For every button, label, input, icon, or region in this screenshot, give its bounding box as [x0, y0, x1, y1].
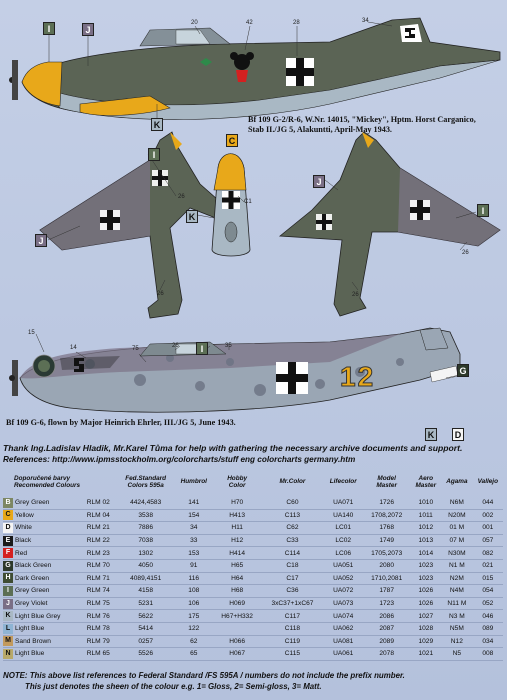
- cell-aero: 1028: [410, 622, 441, 635]
- colour-swatch-cell: [3, 585, 13, 598]
- plane-top-view-right: [280, 132, 500, 316]
- cell-model: 1705,2073: [363, 547, 411, 560]
- colour-swatch: B: [3, 498, 13, 508]
- cell-aero: 1014: [410, 547, 441, 560]
- cell-model: 1708,2072: [363, 509, 411, 522]
- table-header-row: [3, 467, 503, 497]
- cell-rlm: RLM 74: [80, 585, 117, 598]
- colour-swatch-cell: [3, 559, 13, 572]
- cell-humbrol: 108: [175, 585, 213, 598]
- col-lifecolor: Lifecolor: [329, 478, 357, 486]
- colour-swatch-cell: [3, 572, 13, 585]
- plane1-caption: [248, 115, 476, 135]
- cell-rlm: RLM 22: [80, 534, 117, 547]
- cell-aero: 1010: [410, 497, 441, 509]
- cell-life: LC01: [324, 522, 363, 535]
- callout-number: 28: [293, 20, 300, 26]
- cell-aero: 1011: [410, 509, 441, 522]
- cell-life: LC02: [324, 534, 363, 547]
- cell-rlm: RLM 02: [80, 497, 117, 509]
- note-line-1: NOTE: This above list references to Federal Standard /FS 595A / numbers do not include the prefix number.: [3, 671, 405, 680]
- cell-hobby: H067: [213, 648, 261, 661]
- cell-hobby: H12: [213, 534, 261, 547]
- cell-aero: 1021: [410, 648, 441, 661]
- cell-fs: 5414: [117, 622, 175, 635]
- cell-mr: C115: [261, 648, 323, 661]
- cell-fs: 7038: [117, 534, 175, 547]
- colour-swatch-cell: [3, 597, 13, 610]
- colour-swatch: L: [3, 624, 13, 634]
- cell-humbrol: 175: [175, 610, 213, 623]
- cell-aero: 1023: [410, 572, 441, 585]
- callout-number: 42: [246, 20, 253, 26]
- cell-fs: 1302: [117, 547, 175, 560]
- cell-name: Light Blue: [13, 622, 80, 635]
- cell-model: 1723: [363, 597, 411, 610]
- cell-fs: 4158: [117, 585, 175, 598]
- cell-vallejo: 015: [473, 572, 503, 585]
- colour-tag-j: J: [35, 234, 47, 247]
- cell-mr: C113: [261, 509, 323, 522]
- cell-life: UA074: [324, 610, 363, 623]
- colour-tag-j: J: [82, 23, 94, 36]
- plane1-caption-line2: Stab II./JG 5, Alakuntti, April-May 1943.: [248, 125, 392, 134]
- cell-agama: N30M: [441, 547, 473, 560]
- colour-swatch: H: [3, 573, 13, 583]
- col-aero-master: Aero Master: [415, 474, 437, 489]
- cell-model: 2086: [363, 610, 411, 623]
- cell-vallejo: 008: [473, 648, 503, 661]
- colour-swatch-cell: [3, 635, 13, 648]
- cell-model: 1749: [363, 534, 411, 547]
- colour-tag-i: I: [43, 22, 55, 35]
- cell-name: Black Green: [13, 559, 80, 572]
- cell-fs: 5231: [117, 597, 175, 610]
- cell-model: 2087: [363, 622, 411, 635]
- plane1-caption-line1: Bf 109 G-2/R-6, W.Nr. 14015, "Mickey", Hptm. Horst Carganico,: [248, 115, 476, 124]
- cell-name: Black: [13, 534, 80, 547]
- cell-humbrol: 116: [175, 572, 213, 585]
- cell-name: Grey Violet: [13, 597, 80, 610]
- colour-swatch-cell: [3, 522, 13, 535]
- cell-aero: 1023: [410, 559, 441, 572]
- cell-mr: C62: [261, 522, 323, 535]
- cell-life: UA140: [324, 509, 363, 522]
- fuselage-number: 12: [340, 361, 376, 392]
- cell-name: White: [13, 522, 80, 535]
- cell-life: LC06: [324, 547, 363, 560]
- cell-mr: C33: [261, 534, 323, 547]
- callout-number: 26: [462, 250, 469, 256]
- cell-mr: C118: [261, 622, 323, 635]
- cell-agama: N12: [441, 635, 473, 648]
- cell-mr: 3xC37+1xC67: [261, 597, 323, 610]
- cell-hobby: H70: [213, 497, 261, 509]
- cell-mr: C60: [261, 497, 323, 509]
- cell-fs: 5526: [117, 648, 175, 661]
- cell-humbrol: 33: [175, 534, 213, 547]
- callout-number: 14: [70, 345, 77, 351]
- colour-swatch-cell: [3, 534, 13, 547]
- cell-vallejo: 021: [473, 559, 503, 572]
- cell-humbrol: 65: [175, 648, 213, 661]
- table-row: [3, 547, 503, 560]
- colour-tag-j: J: [313, 175, 325, 188]
- cell-model: 2080: [363, 559, 411, 572]
- colour-swatch-cell: [3, 610, 13, 623]
- plane2-caption: Bf 109 G-6, flown by Major Heinrich Ehrler, III./JG 5, June 1943.: [6, 418, 236, 427]
- colour-swatch: E: [3, 536, 13, 546]
- cell-humbrol: 34: [175, 522, 213, 535]
- cell-rlm: RLM 79: [80, 635, 117, 648]
- colour-swatch: N: [3, 649, 13, 659]
- plane-top-view-left: [40, 132, 234, 318]
- cell-life: UA072: [324, 585, 363, 598]
- cell-hobby: H64: [213, 572, 261, 585]
- cell-name: Red: [13, 547, 80, 560]
- cell-vallejo: 082: [473, 547, 503, 560]
- col-colour-name: Doporučené barvy Recomended Colours: [14, 474, 81, 489]
- cell-agama: N3 M: [441, 610, 473, 623]
- cell-hobby: H066: [213, 635, 261, 648]
- callout-number: 20: [191, 20, 198, 26]
- swatch-header: [3, 467, 13, 497]
- cell-fs: 4424,4583: [117, 497, 175, 509]
- cell-humbrol: 62: [175, 635, 213, 648]
- colour-tag-k: K: [186, 210, 198, 223]
- colour-swatch-cell: [3, 648, 13, 661]
- cell-humbrol: 122: [175, 622, 213, 635]
- cell-name: Grey Green: [13, 585, 80, 598]
- plane2-side-profile: [9, 328, 460, 412]
- cell-aero: 1012: [410, 522, 441, 535]
- cell-name: Sand Brown: [13, 635, 80, 648]
- cell-life: UA071: [324, 497, 363, 509]
- colour-swatch: C: [3, 510, 13, 520]
- cell-model: 1710,2081: [363, 572, 411, 585]
- cell-name: Light Blue Grey: [13, 610, 80, 623]
- cell-fs: 7886: [117, 522, 175, 535]
- cell-aero: 1026: [410, 585, 441, 598]
- cell-fs: 4050: [117, 559, 175, 572]
- cell-humbrol: 91: [175, 559, 213, 572]
- cell-model: 1768: [363, 522, 411, 535]
- col-humbrol: Humbrol: [180, 478, 207, 486]
- cell-name: Light Blue: [13, 648, 80, 661]
- cell-vallejo: 052: [473, 597, 503, 610]
- cell-agama: N1 M: [441, 559, 473, 572]
- callout-number: 26: [178, 194, 185, 200]
- cell-rlm: RLM 76: [80, 610, 117, 623]
- cell-hobby: H414: [213, 547, 261, 560]
- table-row: [3, 585, 503, 598]
- colour-swatch: D: [3, 523, 13, 533]
- cell-model: 1787: [363, 585, 411, 598]
- table-row: [3, 635, 503, 648]
- cell-humbrol: 154: [175, 509, 213, 522]
- table-row: [3, 622, 503, 635]
- colour-swatch: G: [3, 561, 13, 571]
- table-row: [3, 534, 503, 547]
- cell-hobby: H68: [213, 585, 261, 598]
- cell-fs: 3538: [117, 509, 175, 522]
- colour-swatch-cell: [3, 509, 13, 522]
- cell-life: UA073: [324, 597, 363, 610]
- cell-name: Grey Green: [13, 497, 80, 509]
- cell-rlm: RLM 21: [80, 522, 117, 535]
- colour-tag-i: I: [196, 342, 208, 355]
- callout-number: 35: [225, 343, 232, 349]
- callout-number: 26: [157, 291, 164, 297]
- cell-model: 2078: [363, 648, 411, 661]
- cell-vallejo: 054: [473, 585, 503, 598]
- cell-agama: N2M: [441, 572, 473, 585]
- table-row: [3, 648, 503, 661]
- colour-swatch: F: [3, 548, 13, 558]
- cell-hobby: [213, 622, 261, 635]
- cell-life: UA052: [324, 572, 363, 585]
- cell-rlm: RLM 75: [80, 597, 117, 610]
- callout-number: 15: [28, 330, 35, 336]
- table-row: [3, 522, 503, 535]
- callout-number: 26: [172, 343, 179, 349]
- cell-rlm: RLM 23: [80, 547, 117, 560]
- cell-hobby: H65: [213, 559, 261, 572]
- cell-vallejo: 001: [473, 522, 503, 535]
- cell-agama: N5M: [441, 622, 473, 635]
- cell-name: Yellow: [13, 509, 80, 522]
- cell-life: UA081: [324, 635, 363, 648]
- paint-reference-table: [3, 467, 503, 661]
- cell-mr: C18: [261, 559, 323, 572]
- colour-swatch-cell: [3, 622, 13, 635]
- cell-agama: N6M: [441, 497, 473, 509]
- cell-vallejo: 044: [473, 497, 503, 509]
- cell-aero: 1013: [410, 534, 441, 547]
- col-vallejo: Vallejo: [477, 478, 498, 486]
- table-row: [3, 597, 503, 610]
- cell-model: 1726: [363, 497, 411, 509]
- callout-number: 26: [352, 292, 359, 298]
- cell-agama: 07 M: [441, 534, 473, 547]
- cell-name: Dark Green: [13, 572, 80, 585]
- colour-swatch: K: [3, 611, 13, 621]
- colour-swatch-cell: [3, 497, 13, 509]
- cell-agama: N4M: [441, 585, 473, 598]
- cell-agama: N20M: [441, 509, 473, 522]
- col-agama: Agama: [446, 478, 468, 486]
- cell-mr: C117: [261, 610, 323, 623]
- colour-tag-i: I: [477, 204, 489, 217]
- cell-rlm: RLM 70: [80, 559, 117, 572]
- cell-agama: 01 M: [441, 522, 473, 535]
- cell-fs: 5622: [117, 610, 175, 623]
- cell-hobby: H11: [213, 522, 261, 535]
- cell-rlm: RLM 71: [80, 572, 117, 585]
- cell-aero: 1026: [410, 597, 441, 610]
- cell-life: UA051: [324, 559, 363, 572]
- table-row: [3, 509, 503, 522]
- cell-rlm: RLM 78: [80, 622, 117, 635]
- cell-vallejo: 046: [473, 610, 503, 623]
- cell-vallejo: 002: [473, 509, 503, 522]
- cell-rlm: RLM 04: [80, 509, 117, 522]
- acknowledgements: Thank Ing.Ladislav Hladik, Mr.Karel Tůma for help with gathering the necessary archive documents and support.: [3, 443, 463, 453]
- colour-swatch: J: [3, 599, 13, 609]
- cell-mr: C17: [261, 572, 323, 585]
- colour-swatch: M: [3, 636, 13, 646]
- references: References: http://www.ipmsstockholm.org/colorcharts/stuff eng colorcharts germany.htm: [3, 455, 356, 464]
- cell-aero: 1029: [410, 635, 441, 648]
- cell-hobby: H67+H332: [213, 610, 261, 623]
- cell-humbrol: 153: [175, 547, 213, 560]
- callout-number: 34: [362, 18, 369, 24]
- col-hobby-color: Hobby Color: [227, 474, 248, 489]
- cell-vallejo: 034: [473, 635, 503, 648]
- cell-vallejo: 089: [473, 622, 503, 635]
- cell-aero: 1027: [410, 610, 441, 623]
- cell-mr: C36: [261, 585, 323, 598]
- callout-number: 75: [132, 346, 139, 352]
- cell-fs: 0257: [117, 635, 175, 648]
- colour-swatch-cell: [3, 547, 13, 560]
- table-row: [3, 572, 503, 585]
- cell-mr: C119: [261, 635, 323, 648]
- cell-vallejo: 057: [473, 534, 503, 547]
- cell-fs: 4089,4151: [117, 572, 175, 585]
- cell-mr: C114: [261, 547, 323, 560]
- colour-tag-k: K: [151, 118, 163, 131]
- colour-tag-g: G: [457, 364, 469, 377]
- col-fed-standard: Fed.Standard Colors 595a: [125, 474, 167, 489]
- cell-agama: N5: [441, 648, 473, 661]
- callout-number: C1: [244, 199, 252, 205]
- colour-tag-d: D: [452, 428, 464, 441]
- cell-rlm: RLM 65: [80, 648, 117, 661]
- cell-hobby: H069: [213, 597, 261, 610]
- cell-model: 2089: [363, 635, 411, 648]
- cell-humbrol: 141: [175, 497, 213, 509]
- colour-swatch: I: [3, 586, 13, 596]
- cell-life: UA061: [324, 648, 363, 661]
- table-row: [3, 497, 503, 509]
- col-model-master: Model Master: [376, 474, 397, 489]
- cell-hobby: H413: [213, 509, 261, 522]
- table-row: [3, 559, 503, 572]
- cell-life: UA062: [324, 622, 363, 635]
- cell-humbrol: 106: [175, 597, 213, 610]
- col-mr-color: Mr.Color: [279, 478, 306, 486]
- colour-tag-c: C: [226, 134, 238, 147]
- colour-tag-i: I: [148, 148, 160, 161]
- note-line-2: This just denotes the sheen of the colour e.g. 1= Gloss, 2= Semi-gloss, 3= Matt.: [25, 682, 322, 691]
- table-row: [3, 610, 503, 623]
- colour-tag-k: K: [425, 428, 437, 441]
- cell-agama: N11 M: [441, 597, 473, 610]
